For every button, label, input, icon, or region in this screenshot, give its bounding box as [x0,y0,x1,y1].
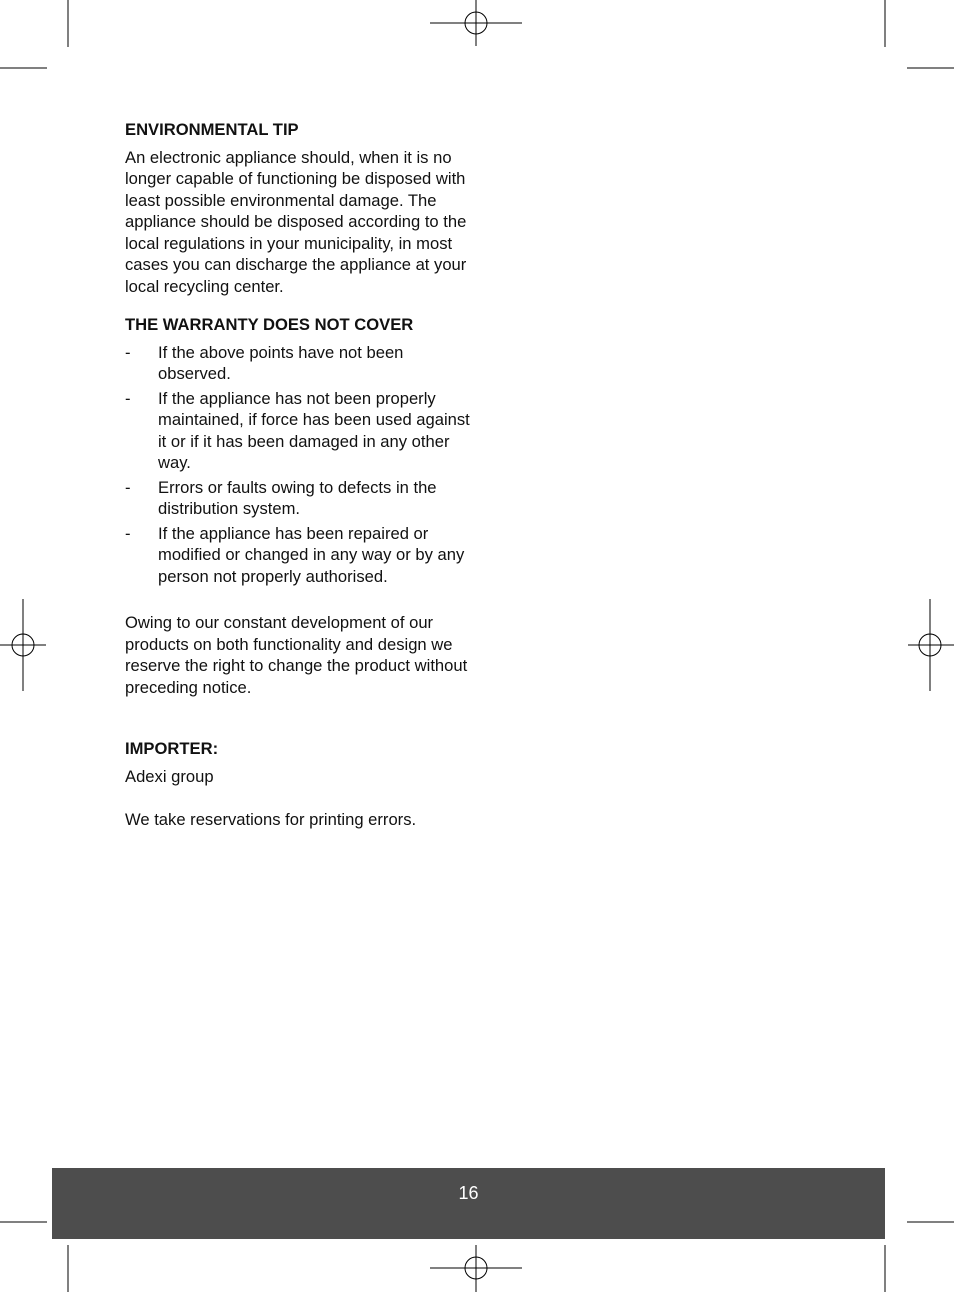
printing-errors-note: We take reservations for printing errors. [125,810,417,829]
footer-bar [52,1168,885,1239]
list-bullet: - [125,523,131,543]
list-item-text: Errors or faults owing to defects in the distribution system. [158,477,437,518]
environmental-tip-body: An electronic appliance should, when it is no longer capable of functioning be disposed with least possible environmental damage. The appliance should be disposed according to the local regulations in your municipality, in most cases you can discharge the appliance at your local recycling center. [125,147,467,296]
environmental-tip-section [125,119,470,297]
page-content [125,119,470,831]
list-item [125,342,470,385]
importer-heading: IMPORTER: [125,739,219,758]
list-item-text: If the appliance has been repaired or modified or changed in any way or by any person not properly authorised. [158,523,465,586]
list-bullet: - [125,477,131,497]
list-item-text: If the above points have not been observed. [158,342,404,383]
list-item [125,388,470,474]
importer-section [125,738,470,787]
list-item-text: If the appliance has not been properly maintained, if force has been used against it or if it has been damaged in any other way. [158,388,470,472]
list-bullet: - [125,388,131,408]
warranty-heading: THE WARRANTY DOES NOT COVER [125,315,414,334]
list-item [125,477,470,520]
list-item [125,523,470,588]
list-bullet: - [125,342,131,362]
warranty-section [125,314,470,587]
importer-name: Adexi group [125,766,214,786]
page-number: 16 [458,1183,479,1203]
development-notice: Owing to our constant development of our products on both functionality and design we reserve the right to change the product without preceding notice. [125,613,468,697]
warranty-list [125,342,470,588]
environmental-tip-heading: ENVIRONMENTAL TIP [125,120,299,139]
